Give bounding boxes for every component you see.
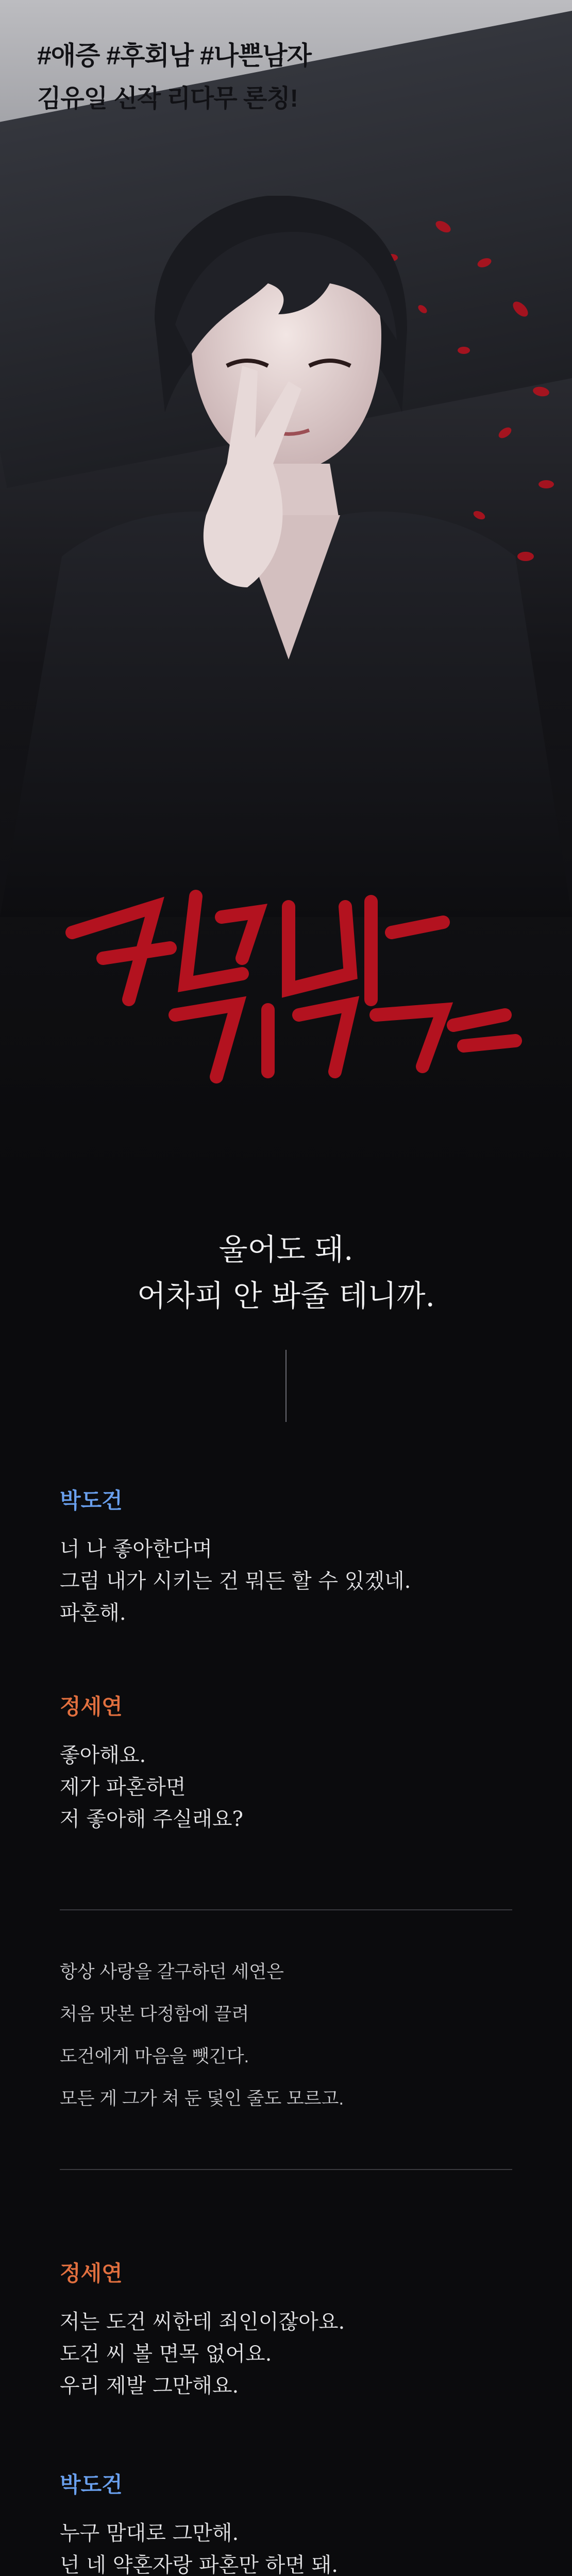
dialogue-line: 좋아해요.	[60, 1743, 146, 1767]
dialogue-line: 저는 도건 씨한테 죄인이잖아요.	[60, 2310, 345, 2334]
title-logo	[0, 829, 572, 1097]
dialogue-line: 우리 제발 그만해요.	[60, 2374, 239, 2398]
dialogue-line: 도건 씨 볼 면목 없어요.	[60, 2342, 272, 2366]
hero-hashtags: #애증 #후회남 #나쁜남자	[37, 41, 311, 70]
dialogue-jung-2	[60, 2257, 513, 2402]
dialogue-line: 너 나 좋아한다며	[60, 1537, 212, 1561]
speaker-name: 박도건	[60, 1488, 123, 1513]
narration-line: 처음 맛본 다정함에 끌려	[60, 2004, 249, 2024]
section-divider	[60, 2169, 512, 2170]
hero-subtitle: 김유일 신작 리다무 론칭!	[37, 85, 298, 112]
dialogue-line: 넌 네 약혼자랑 파혼만 하면 돼.	[60, 2553, 338, 2576]
dialogue-line: 저 좋아해 주실래요?	[60, 1807, 243, 1831]
dialogue-line: 그럼 내가 시키는 건 뭐든 할 수 있겠네.	[60, 1569, 411, 1593]
dialogue-line: 제가 파혼하면	[60, 1775, 186, 1799]
dialogue-park-2	[60, 2468, 513, 2576]
intro-tagline	[0, 1226, 572, 1319]
dialogue-line: 누구 맘대로 그만해.	[60, 2521, 239, 2545]
speaker-name: 정세연	[60, 2261, 123, 2285]
vertical-divider	[285, 1350, 287, 1422]
hero-section	[0, 0, 572, 1175]
intro-tagline-line2: 어차피 안 봐줄 테니까.	[137, 1278, 435, 1313]
speaker-name: 박도건	[60, 2472, 123, 2497]
narration-line: 항상 사랑을 갈구하던 세연은	[60, 1962, 284, 1982]
hero-character-illustration	[0, 196, 572, 917]
dialogue-jung-1	[60, 1690, 513, 1835]
narration-line: 모든 게 그가 쳐 둔 덫인 줄도 모르고.	[60, 2089, 344, 2109]
intro-tagline-line1: 울어도 돼.	[218, 1232, 354, 1267]
dialogue-line: 파혼해.	[60, 1601, 126, 1625]
section-divider	[60, 1909, 512, 1910]
speaker-name: 정세연	[60, 1694, 123, 1719]
narration-block-1	[60, 1958, 513, 2127]
narration-line: 도건에게 마음을 뺏긴다.	[60, 2046, 249, 2066]
dialogue-park-1	[60, 1484, 513, 1629]
